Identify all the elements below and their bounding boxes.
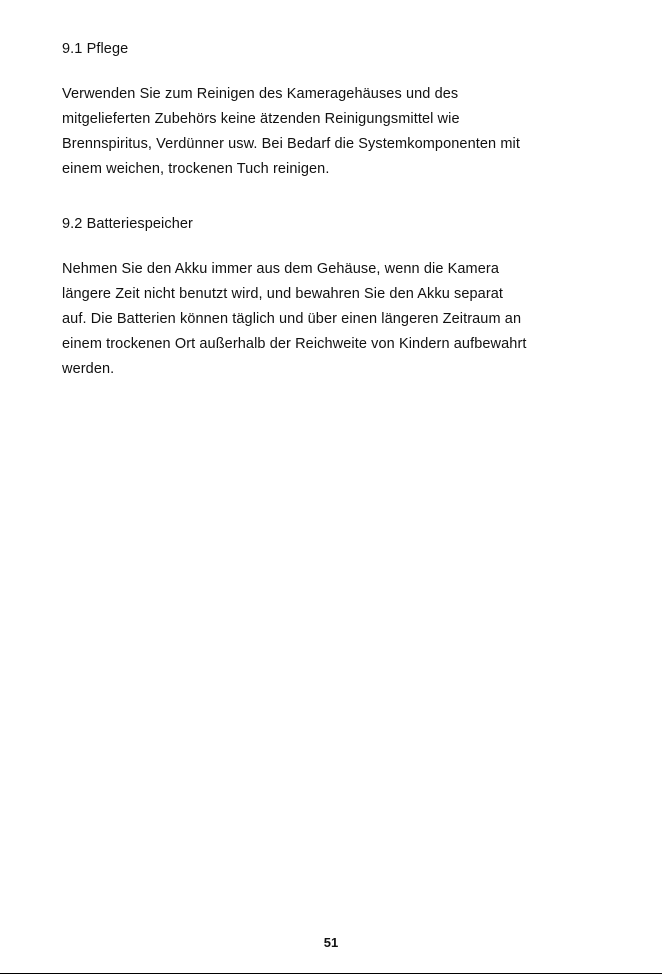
section-battery-storage: [62, 213, 622, 377]
paragraph-line: auf. Die Batterien können täglich und über einen längeren Zeitraum an: [62, 311, 522, 327]
section-paragraph: [62, 257, 527, 382]
section-care: [62, 38, 622, 177]
paragraph-line: längere Zeit nicht benutzt wird, und bewahren Sie den Akku separat: [62, 286, 504, 302]
page-number: 51: [323, 935, 339, 950]
paragraph-line: einem trockenen Ort außerhalb der Reichweite von Kindern aufbewahrt: [62, 336, 527, 352]
paragraph-line: mitgelieferten Zubehörs keine ätzenden Reinigungsmittel wie: [62, 111, 460, 127]
paragraph-line: Verwenden Sie zum Reinigen des Kameragehäuses und des: [62, 86, 459, 102]
paragraph-line: werden.: [62, 361, 115, 377]
paragraph-line: einem weichen, trockenen Tuch reinigen.: [62, 161, 330, 177]
section-heading: 9.2 Batteriespeicher: [62, 216, 193, 232]
bottom-divider: [0, 973, 662, 974]
paragraph-line: Brennspiritus, Verdünner usw. Bei Bedarf die Systemkomponenten mit: [62, 136, 520, 152]
paragraph-line: Nehmen Sie den Akku immer aus dem Gehäuse, wenn die Kamera: [62, 261, 499, 277]
section-heading: 9.1 Pflege: [62, 41, 129, 57]
section-paragraph: [62, 82, 520, 182]
